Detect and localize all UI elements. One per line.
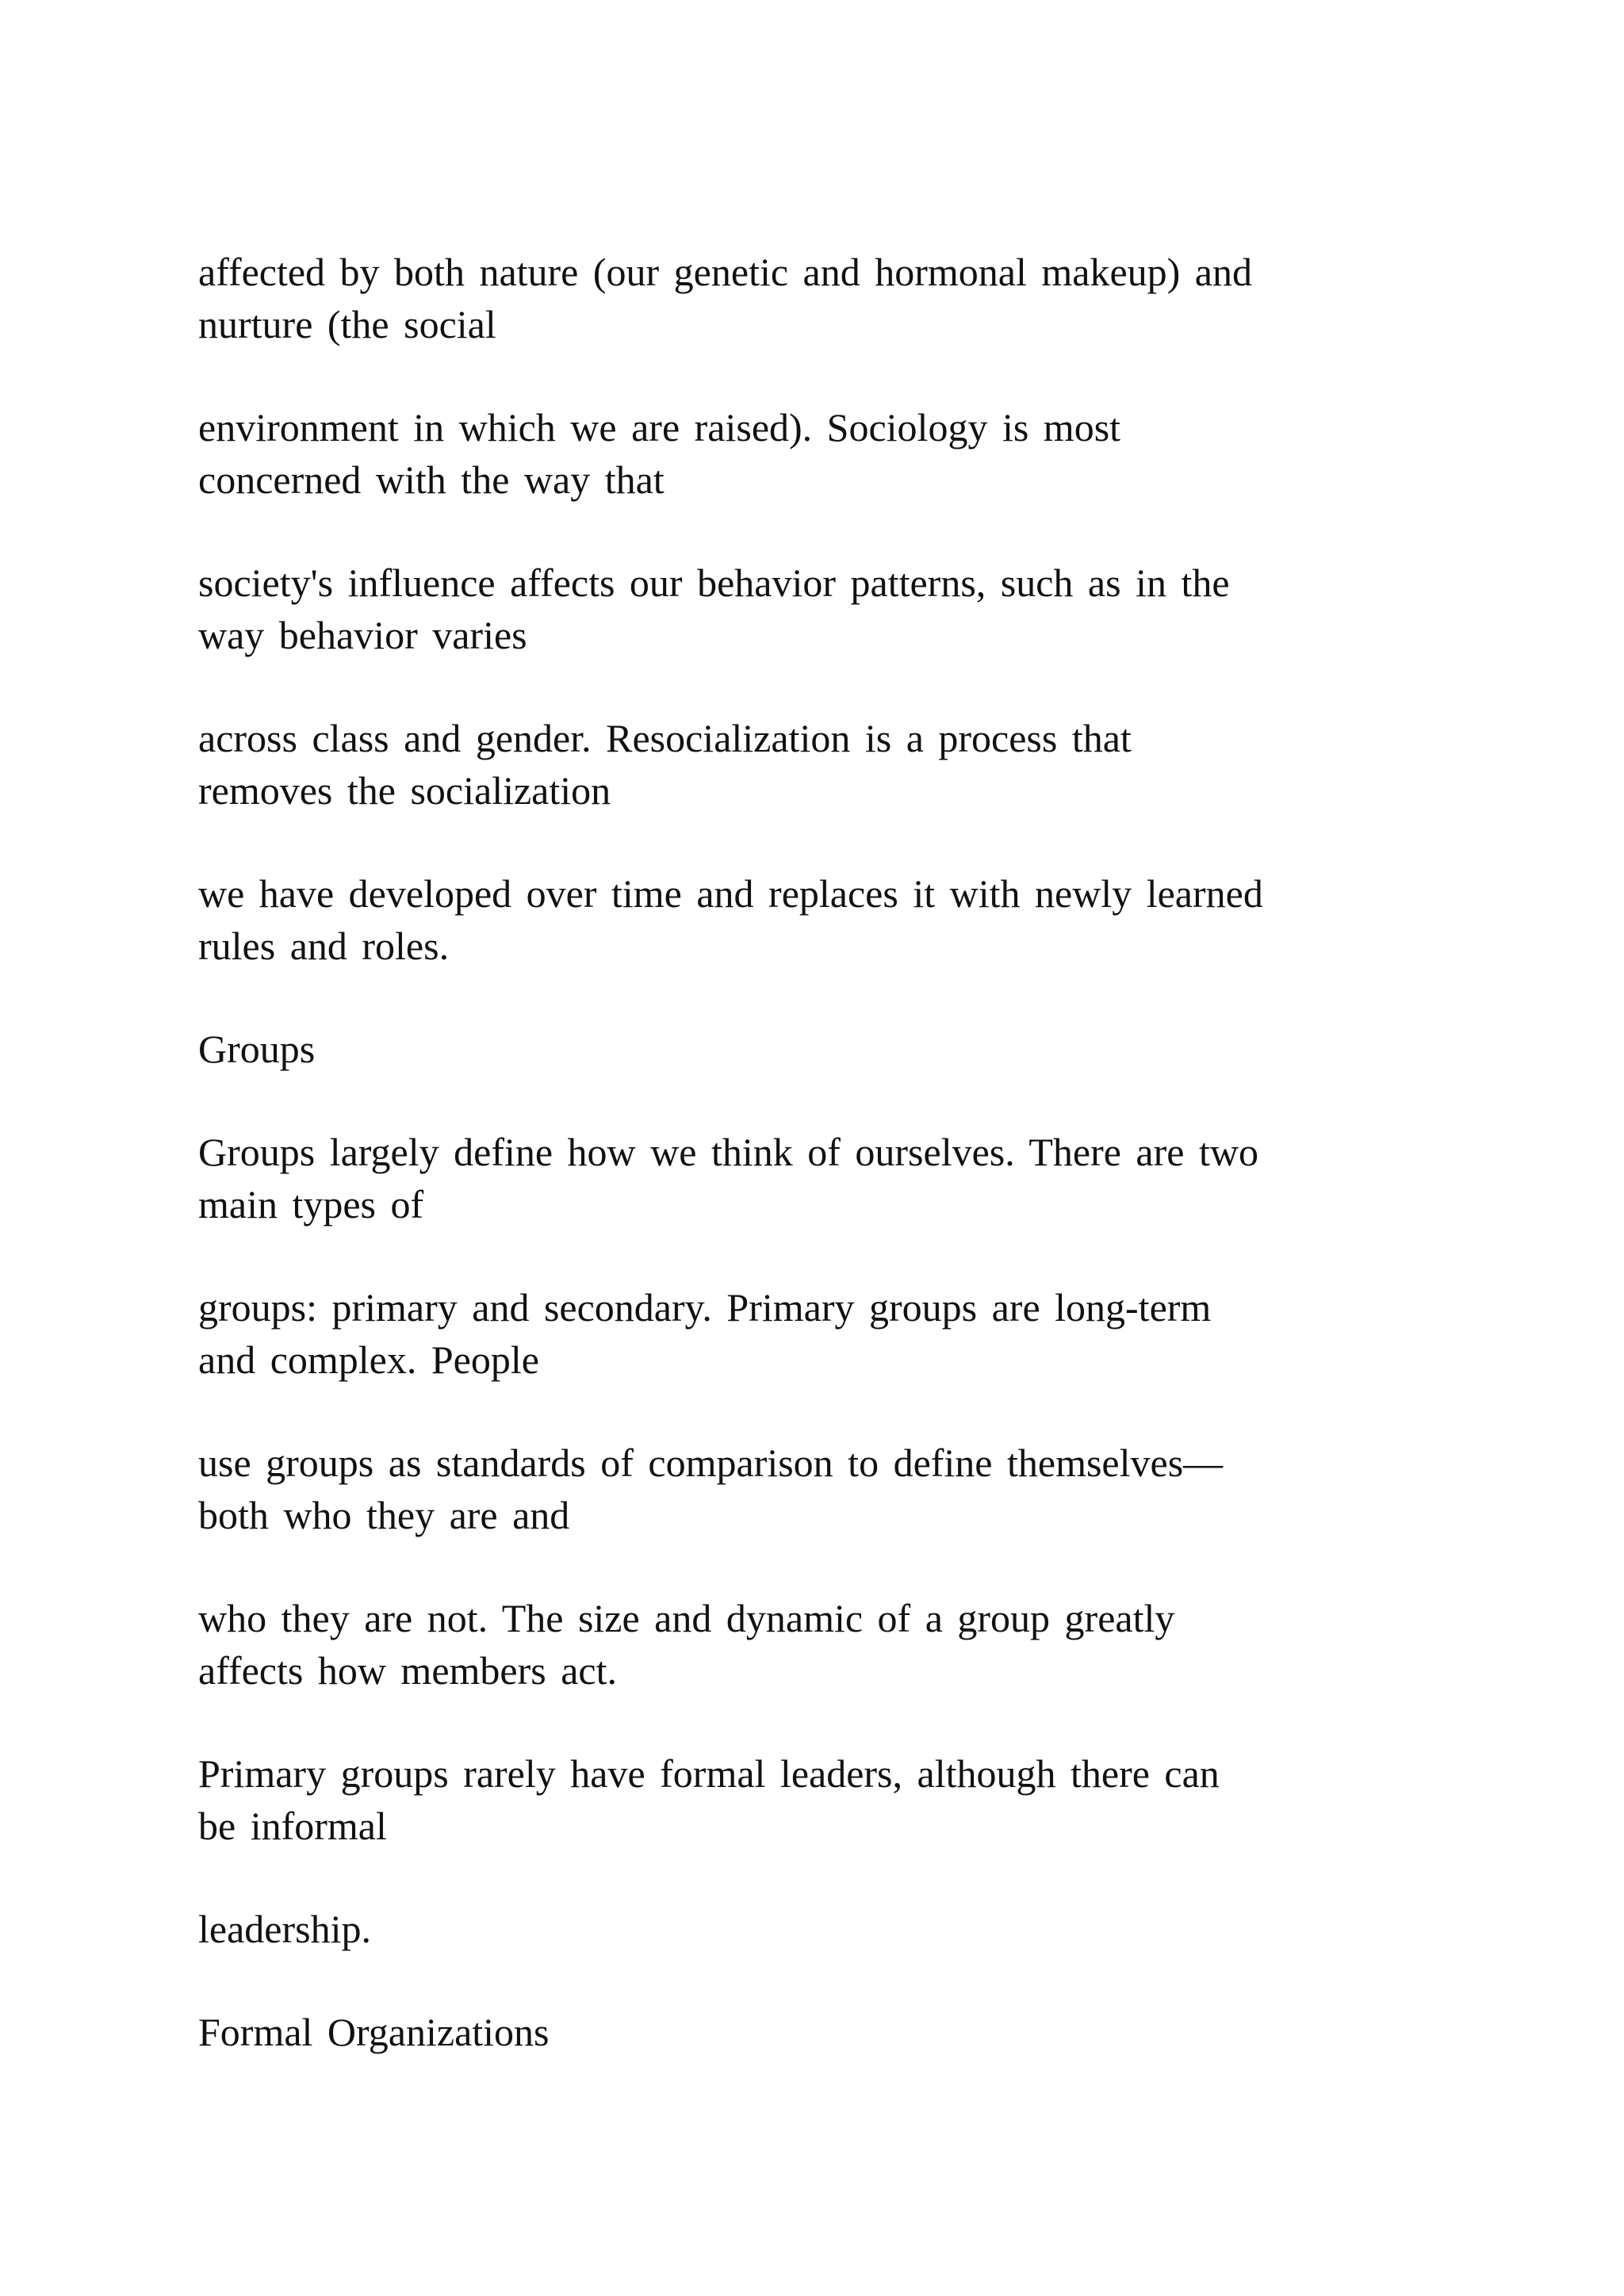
paragraph-society-influence: society's influence affects our behavior patterns, such as in the way behavior varies [198, 561, 1230, 657]
paragraph-new-rules: we have developed over time and replaces it with newly learned rules and roles. [198, 871, 1263, 968]
paragraph-primary-secondary: groups: primary and secondary. Primary groups are long-term and complex. People [198, 1285, 1212, 1382]
paragraph-leadership: leadership. [198, 1907, 371, 1951]
paragraph-group-size: who they are not. The size and dynamic of a group greatly affects how members act. [198, 1596, 1175, 1693]
paragraph-environment: environment in which we are raised). Sociology is most concerned with the way that [198, 405, 1121, 502]
heading-groups: Groups [198, 1027, 316, 1071]
paragraph-nature-nurture: affected by both nature (our genetic and hormonal makeup) and nurture (the social [198, 250, 1252, 346]
paragraph-formal-leaders: Primary groups rarely have formal leaders, although there can be informal [198, 1751, 1220, 1848]
document-body [198, 246, 1435, 2109]
paragraph-groups-define: Groups largely define how we think of ourselves. There are two main types of [198, 1130, 1258, 1226]
paragraph-resocialization: across class and gender. Resocialization is a process that removes the socialization [198, 716, 1132, 813]
heading-formal-organizations: Formal Organizations [198, 2010, 550, 2054]
paragraph-standards-comparison: use groups as standards of comparison to define themselves— both who they are and [198, 1441, 1224, 1537]
